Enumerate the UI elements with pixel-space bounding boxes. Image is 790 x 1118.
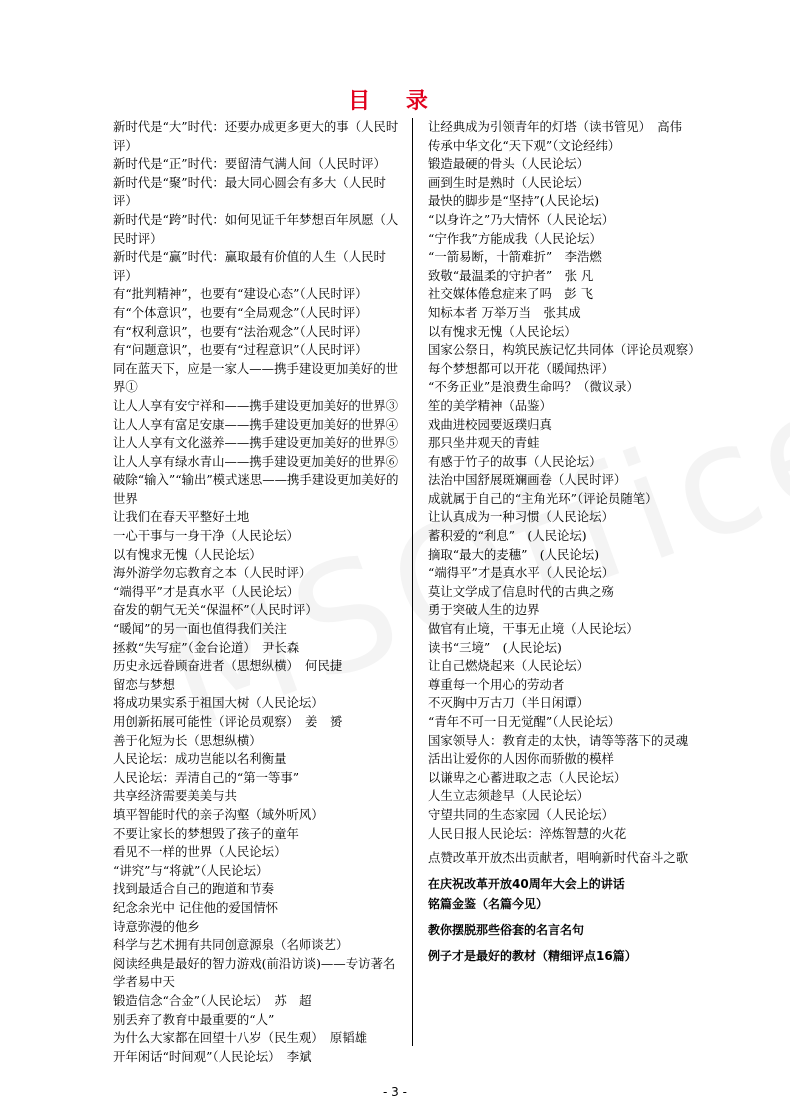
toc-entry[interactable]: 戏曲进校园要返璞归真: [428, 416, 552, 432]
toc-entry[interactable]: 不要让家长的梦想毁了孩子的童年: [113, 825, 299, 841]
toc-entry[interactable]: 最快的脚步是“坚持”(人民论坛): [428, 193, 600, 209]
toc-entry[interactable]: 用创新拓展可能性（评论员观察） 姜 赟: [113, 714, 343, 729]
toc-entry[interactable]: 传承中华文化“天下观”（文论经纬）: [428, 137, 621, 153]
toc-entry[interactable]: 奋发的朝气无关“保温杯”（人民时评）: [113, 602, 318, 618]
toc-entry[interactable]: 拯救“失写症”（金台论道） 尹长森: [113, 639, 300, 655]
toc-entry[interactable]: 让经典成为引领青年的灯塔（读书管见） 高伟: [428, 119, 683, 134]
toc-entry[interactable]: 知标本者 万举万当 张其成: [428, 304, 581, 320]
toc-entry[interactable]: 历史永远眷顾奋进者（思想纵横） 何民捷: [113, 658, 343, 674]
toc-entry[interactable]: 有感于竹子的故事（人民论坛）: [428, 453, 602, 469]
toc-entry[interactable]: “暖闻”的另一面也值得我们关注: [113, 621, 287, 637]
toc-entry[interactable]: 蓄积爱的“利息” (人民论坛): [428, 528, 587, 544]
toc-entry[interactable]: 破除“输入”“输出”模式迷思——携手建设更加美好的世界: [113, 472, 399, 506]
toc-entry[interactable]: 莫让文学成了信息时代的古典之殇: [428, 583, 614, 599]
toc-entry[interactable]: 有“个体意识”，也要有“全局观念”（人民时评）: [113, 304, 368, 320]
toc-entry[interactable]: 法治中国舒展斑斓画卷（人民时评）: [428, 472, 627, 488]
toc-right-entries: [428, 118, 728, 843]
toc-entry[interactable]: 看见不一样的世界（人民论坛）: [113, 844, 287, 860]
toc-entry[interactable]: 有“批判精神”，也要有“建设心态”（人民时评）: [113, 286, 368, 302]
toc-entry[interactable]: 留恋与梦想: [113, 676, 175, 692]
toc-entry[interactable]: 做官有止境，干事无止境（人民论坛）: [428, 621, 639, 637]
toc-entry[interactable]: 尊重每一个用心的劳动者: [428, 676, 565, 692]
toc-entry[interactable]: “端得平”才是真水平（人民论坛）: [113, 583, 300, 599]
toc-entry[interactable]: 诗意弥漫的他乡: [113, 918, 200, 934]
toc-entry[interactable]: 锻造最硬的骨头（人民论坛）: [428, 156, 590, 172]
toc-entry[interactable]: 那只坐井观天的青蛙: [428, 435, 540, 451]
toc-section-heading[interactable]: 例子才是最好的教材（精细评点16篇）: [428, 948, 637, 963]
toc-entry[interactable]: 共享经济需要美美与共: [113, 788, 237, 804]
toc-entry[interactable]: 阅读经典是最好的智力游戏(前沿访谈)——专访著名学者易中天: [113, 955, 396, 990]
toc-entry[interactable]: 国家公祭日，构筑民族记忆共同体（评论员观察）: [428, 342, 701, 358]
toc-entry[interactable]: 新时代是“正”时代：要留清气满人间（人民时评）: [113, 156, 386, 172]
toc-entry[interactable]: 勇于突破人生的边界: [428, 602, 540, 618]
toc-entry[interactable]: “宁作我”方能成我（人民论坛）: [428, 230, 602, 246]
toc-entry[interactable]: 让人人享有富足安康——携手建设更加美好的世界④: [113, 416, 398, 432]
toc-entry[interactable]: 读书“三境” (人民论坛): [428, 639, 562, 655]
toc-entry[interactable]: 填平智能时代的亲子沟壑（域外听风）: [113, 806, 324, 822]
toc-entry[interactable]: 让人人享有安宁祥和——携手建设更加美好的世界③: [113, 397, 398, 413]
toc-entry[interactable]: 新时代是“跨”时代：如何见证千年梦想百年夙愿（人民时评）: [113, 211, 399, 246]
toc-entry[interactable]: 以谦卑之心蓄进取之志（人民论坛）: [428, 769, 627, 785]
toc-entry[interactable]: 别丢弃了教育中最重要的“人”: [113, 1011, 275, 1027]
toc-right-column: [428, 118, 728, 966]
toc-entry[interactable]: 人生立志须趁早（人民论坛）: [428, 788, 590, 804]
toc-entry[interactable]: 人民论坛：成功岂能以名利衡量: [113, 751, 287, 767]
toc-entry[interactable]: 国家领导人：教育走的太快，请等等落下的灵魂: [428, 732, 689, 748]
toc-entry[interactable]: 人民日报人民论坛：淬炼智慧的火花: [428, 825, 627, 841]
toc-entry[interactable]: 纪念余光中 记住他的爱国情怀: [113, 899, 279, 915]
toc-entry[interactable]: 新时代是“聚”时代：最大同心圆会有多大（人民时评）: [113, 174, 386, 209]
toc-entry[interactable]: “青年不可一日无觉醒”（人民论坛）: [428, 714, 621, 729]
toc-entry[interactable]: 活出让爱你的人因你而骄傲的模样: [428, 751, 614, 767]
toc-entry[interactable]: “一箭易断，十箭难折” 李浩燃: [428, 249, 602, 265]
toc-entry[interactable]: 以有愧求无愧（人民论坛）: [428, 323, 577, 339]
toc-entry[interactable]: 画到生时是熟时（人民论坛）: [428, 174, 590, 190]
page-title: 目 录: [348, 89, 442, 114]
toc-section-heading[interactable]: 点赞改革开放杰出贡献者，唱响新时代奋斗之歌: [428, 850, 689, 866]
toc-entry[interactable]: 一心干事与一身干净（人民论坛）: [113, 528, 299, 544]
toc-section-heading[interactable]: 教你摆脱那些俗套的名言名句: [428, 922, 585, 937]
toc-entry[interactable]: 成就属于自己的“主角光环”（评论员随笔）: [428, 490, 658, 506]
toc-entry[interactable]: 让自己燃烧起来（人民论坛）: [428, 658, 590, 674]
toc-entry[interactable]: 新时代是“大”时代：还要办成更多更大的事（人民时评）: [113, 119, 399, 153]
column-divider: [412, 118, 413, 1046]
toc-entry[interactable]: 以有愧求无愧（人民论坛）: [113, 546, 262, 562]
toc-entry[interactable]: 海外游学勿忘教育之本（人民时评）: [113, 565, 312, 581]
toc-entry[interactable]: 笙的美学精神（品鉴）: [428, 397, 552, 413]
toc-entry[interactable]: 将成功果实系于祖国大树（人民论坛）: [113, 695, 324, 711]
toc-entry[interactable]: 为什么大家都在回望十八岁（民生观） 原韬雄: [113, 1030, 368, 1046]
toc-entry[interactable]: 社交媒体倦怠症来了吗 彭 飞: [428, 286, 594, 302]
toc-entry[interactable]: 新时代是“赢”时代：赢取最有价值的人生（人民时评）: [113, 249, 386, 283]
toc-entry[interactable]: 人民论坛：弄清自己的“第一等事”: [113, 769, 300, 785]
toc-entry[interactable]: 每个梦想都可以开花（暖闻热评）: [428, 360, 614, 376]
toc-entry[interactable]: 守望共同的生态家园（人民论坛）: [428, 806, 614, 822]
toc-entry[interactable]: “不务正业”是浪费生命吗？（微议录）: [428, 379, 639, 395]
toc-entry[interactable]: 致敬“最温柔的守护者” 张 凡: [428, 267, 594, 283]
toc-entry[interactable]: 不灭胸中万古刀（半日闲谭）: [428, 695, 590, 711]
toc-left-column: [113, 118, 403, 1066]
toc-entry[interactable]: 开年闲话“时间观”（人民论坛） 李斌: [113, 1048, 312, 1064]
toc-entry[interactable]: 善于化短为长（思想纵横）: [113, 732, 262, 748]
toc-section-heading[interactable]: 铭篇金鉴（名篇今见）: [428, 896, 549, 911]
toc-entry[interactable]: 让人人享有绿水青山——携手建设更加美好的世界⑥: [113, 453, 398, 469]
page-number: - 3 -: [383, 1085, 407, 1099]
toc-entry[interactable]: 有“权利意识”，也要有“法治观念”（人民时评）: [113, 323, 368, 339]
toc-entry[interactable]: 有“问题意识”，也要有“过程意识”（人民时评）: [113, 342, 368, 358]
toc-section-heading[interactable]: 在庆祝改革开放40周年大会上的讲话: [428, 876, 625, 891]
toc-entry[interactable]: 摘取“最大的麦穗” (人民论坛): [428, 546, 600, 562]
toc-entry[interactable]: 让人人享有文化滋养——携手建设更加美好的世界⑤: [113, 435, 398, 451]
toc-entry[interactable]: “讲究”与“将就”（人民论坛）: [113, 862, 269, 878]
toc-entry[interactable]: “以身许之”乃大情怀（人民论坛）: [428, 211, 615, 227]
toc-entry[interactable]: 让认真成为一种习惯（人民论坛）: [428, 509, 614, 525]
toc-entry[interactable]: 锻造信念“合金”（人民论坛） 苏 超: [113, 992, 312, 1008]
toc-entry[interactable]: “端得平”才是真水平（人民论坛）: [428, 565, 615, 581]
toc-entry[interactable]: 找到最适合自己的跑道和节奏: [113, 881, 275, 897]
toc-right-sections: [428, 849, 728, 966]
toc-entry[interactable]: 科学与艺术拥有共同创意源泉（名师谈艺）: [113, 937, 349, 953]
toc-entry[interactable]: 让我们在春天平整好土地: [113, 509, 250, 525]
toc-entry[interactable]: 同在蓝天下，应是一家人——携手建设更加美好的世界①: [113, 360, 398, 395]
